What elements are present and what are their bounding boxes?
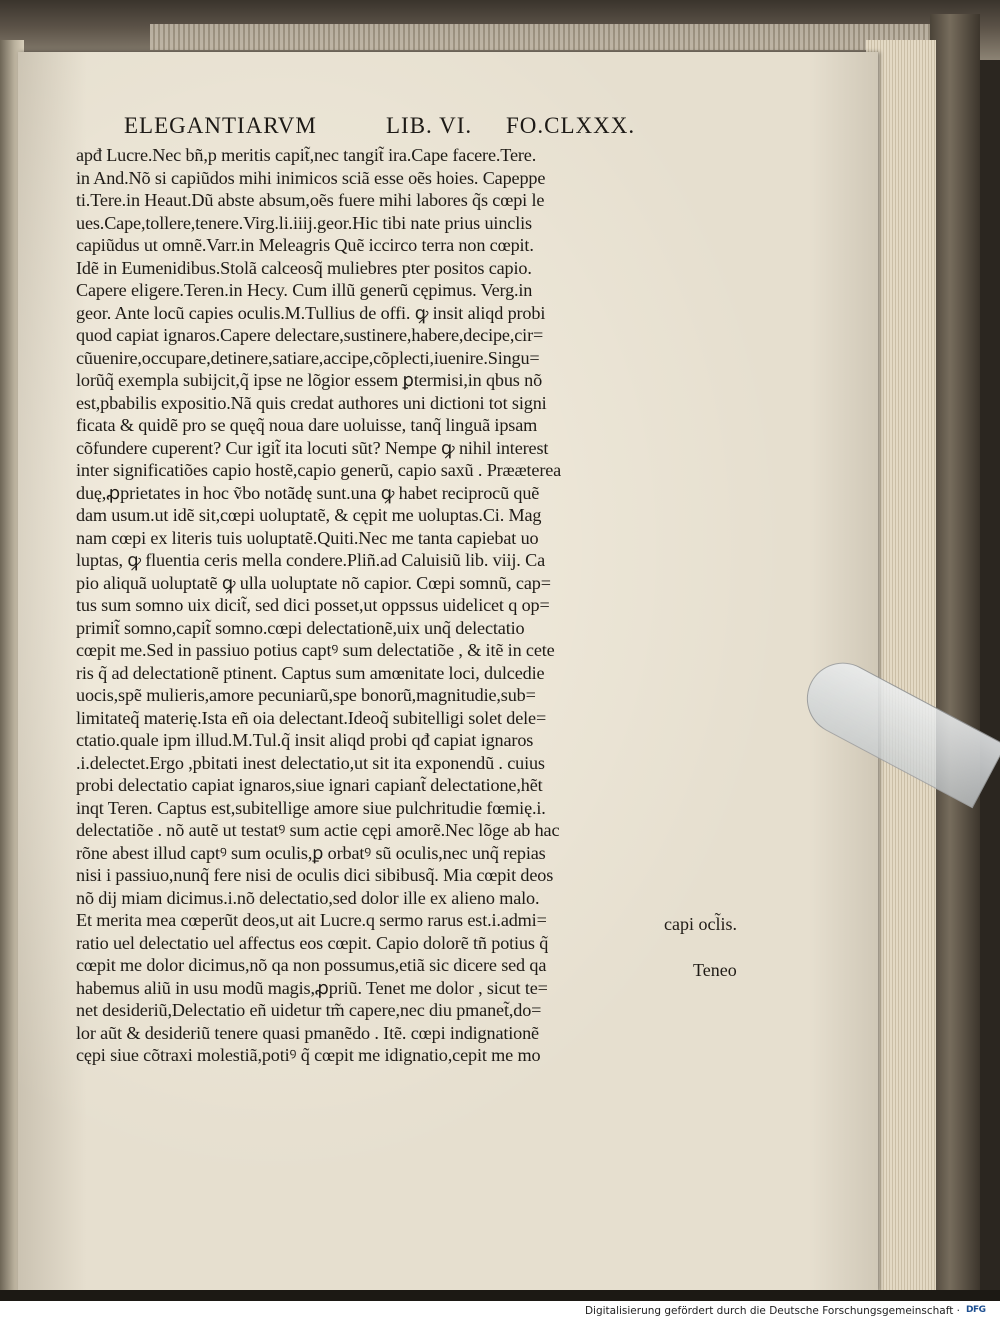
- text-line: ratio uel delectatio uel affectus eos cœpit. Capio dolorẽ tñ potius q̃: [76, 932, 549, 953]
- text-line: ti.Tere.in Heaut.Dũ abste absum,oẽs fuere mihi labores q̃s cœpi le: [76, 190, 545, 210]
- text-line: ctatio.quale ipm illud.M.Tul.q̃ insit aliqd probi qđ capiat ignaros: [76, 730, 534, 750]
- text-line: apđ Lucre.Nec bñ,p meritis capit̃,nec tangit̃ ira.Cape facere.Tere.: [76, 145, 537, 165]
- text-line: cõfundere cuperent? Cur igit̃ ita locuti sũt? Nempe ꝙ nihil interest: [76, 437, 549, 458]
- text-line: .i.delectet.Ergo ,pbitati inest delectatio,ut sit ita exponendũ . cuius: [76, 752, 545, 773]
- footer-bar: [0, 1301, 1000, 1321]
- text-line: uocis,spẽ mulieris,amore pecuniarũ,spe bonorũ,magnitudie,sub=: [76, 685, 536, 705]
- text-line: duę,ꝓprietates in hoc ṽbo notãdę sunt.una ꝙ habet reciprocũ quẽ: [76, 482, 540, 503]
- dfg-logo: DFG: [966, 1305, 986, 1315]
- text-line: probi delectatio capiat ignaros,siue ignari capiant̃ delectatione,hẽt: [76, 775, 543, 795]
- text-line: pio aliquã uoluptatẽ ꝙ ulla uoluptate nõ capior. Cœpi somnũ, cap=: [76, 572, 551, 593]
- text-line: Idẽ in Eumenidibus.Stolã calceosq̃ muliebres pter positos capio.: [76, 257, 532, 278]
- text-line: cœpit me.Sed in passiuo potius captꝰ sum delectatiõe , & itẽ in cete: [76, 640, 555, 660]
- text-line: primit̃ somno,capit̃ somno.cœpi delectationẽ,uix unq̃ delectatio: [76, 617, 525, 638]
- text-line: inter significatiões capio hostẽ,capio generũ, capio saxũ . Prææterea: [76, 460, 562, 480]
- marginal-note-teneo: Teneo: [693, 960, 737, 980]
- text-line: cępi siue cõtraxi molestiã,potiꝰ q̃ cœpit me idignatio,cepit me mo: [76, 1045, 541, 1065]
- book-top-edge: [0, 0, 1000, 60]
- text-line: limitateq̃ materię.Ista eñ oia delectant.Ideoq̃ subitelligi solet dele=: [76, 707, 547, 728]
- text-line: ues.Cape,tollere,tenere.Virg.li.iiij.geor.Hic tibi nate prius uinclis: [76, 212, 532, 233]
- page-stack-edge: [150, 24, 940, 50]
- text-line: nõ dij miam dicimus.i.nõ delectatio,sed dolor ille ex alieno malo.: [76, 887, 540, 908]
- text-line: Capere eligere.Teren.in Hecy. Cum illũ generũ cępimus. Verg.in: [76, 280, 533, 300]
- text-line: ficata & quidẽ pro se quęq̃ noua dare uoluisse, tanq̃ linguã ipsam: [76, 415, 538, 435]
- text-line: inqt Teren. Captus est,subitellige amore siue pulchritudie fœmię.i.: [76, 797, 546, 818]
- marginal-note-capi-oculis: capi ocl̃is.: [664, 914, 737, 934]
- running-head-folio: FO.CLXXX.: [506, 113, 636, 138]
- text-line: cũuenire,occupare,detinere,satiare,accipe,cõplecti,iuenire.Singu=: [76, 347, 540, 368]
- text-line: habemus aliũ in usu modũ magis,ꝓpriũ. Tenet me dolor , sicut te=: [76, 977, 548, 998]
- running-head: [124, 113, 644, 143]
- running-head-title: ELEGANTIARVM: [124, 113, 317, 138]
- text-line: quod capiat ignaros.Capere delectare,sustinere,habere,decipe,cir=: [76, 325, 544, 345]
- text-line: Et merita mea cœperũt deos,ut ait Lucre.q sermo rarus est.i.admi=: [76, 910, 547, 930]
- text-line: est,pbabilis expositio.Nã quis credat authores uni dictioni tot signi: [76, 392, 547, 413]
- text-line: lor aũt & desideriũ tenere quasi pmanẽdo . Itẽ. cœpi indignationẽ: [76, 1022, 539, 1043]
- text-line: net desideriũ,Delectatio eñ uidetur tm̃ capere,nec diu pmanet̃,do=: [76, 1000, 542, 1020]
- scan-bottom-border: [0, 1290, 1000, 1301]
- text-line: dam usum.ut idẽ sit,cœpi uoluptatẽ, & cępit me uoluptas.Ci. Mag: [76, 505, 542, 525]
- running-head-book: LIB. VI.: [386, 113, 473, 138]
- text-line: rõne abest illud captꝰ sum oculis,ꝑ orbatꝰ sũ oculis,nec unq̃ repias: [76, 842, 546, 863]
- text-line: luptas, ꝙ fluentia ceris mella condere.Pliñ.ad Caluisiũ lib. viij. Ca: [76, 550, 546, 570]
- text-line: tus sum somno uix dicit̃, sed dici posset,ut oppssus uidelicet q op=: [76, 595, 550, 615]
- text-line: nisi i passiuo,nunq̃ fere nisi de oculis dici sibibusq̃. Mia cœpit deos: [76, 865, 554, 885]
- book-cover-edge: [930, 14, 980, 1294]
- text-line: cœpit me dolor dicimus,nõ qa non possumus,etiã sic dicere sed qa: [76, 955, 547, 975]
- text-line: ris q̃ ad delectationẽ ptinent. Captus sum amœnitate loci, dulcedie: [76, 662, 545, 683]
- text-line: geor. Ante locũ capies oculis.M.Tullius de offi. ꝙ insit aliqd probi: [76, 302, 546, 323]
- footer-credit: Digitalisierung gefördert durch die Deutsche Forschungsgemeinschaft ·: [584, 1305, 960, 1317]
- text-line: in And.Nõ si capiũdos mihi inimicos sciã esse oẽs hoies. Capeppe: [76, 167, 546, 188]
- text-lines: [76, 144, 666, 1067]
- text-line: lorũq̃ exempla subijcit,q̃ ipse ne lõgior essem ꝑtermisi,in qbus nõ: [76, 370, 543, 390]
- text-line: capiũdus ut omnẽ.Varr.in Meleagris Quẽ iccirco terra non cœpit.: [76, 235, 534, 255]
- text-line: delectatiõe . nõ autẽ ut testatꝰ sum actie cępi amorẽ.Nec lõge ab hac: [76, 820, 560, 840]
- text-line: nam cœpi ex literis tuis uoluptatẽ.Quiti.Nec me tanta capiebat uo: [76, 527, 539, 548]
